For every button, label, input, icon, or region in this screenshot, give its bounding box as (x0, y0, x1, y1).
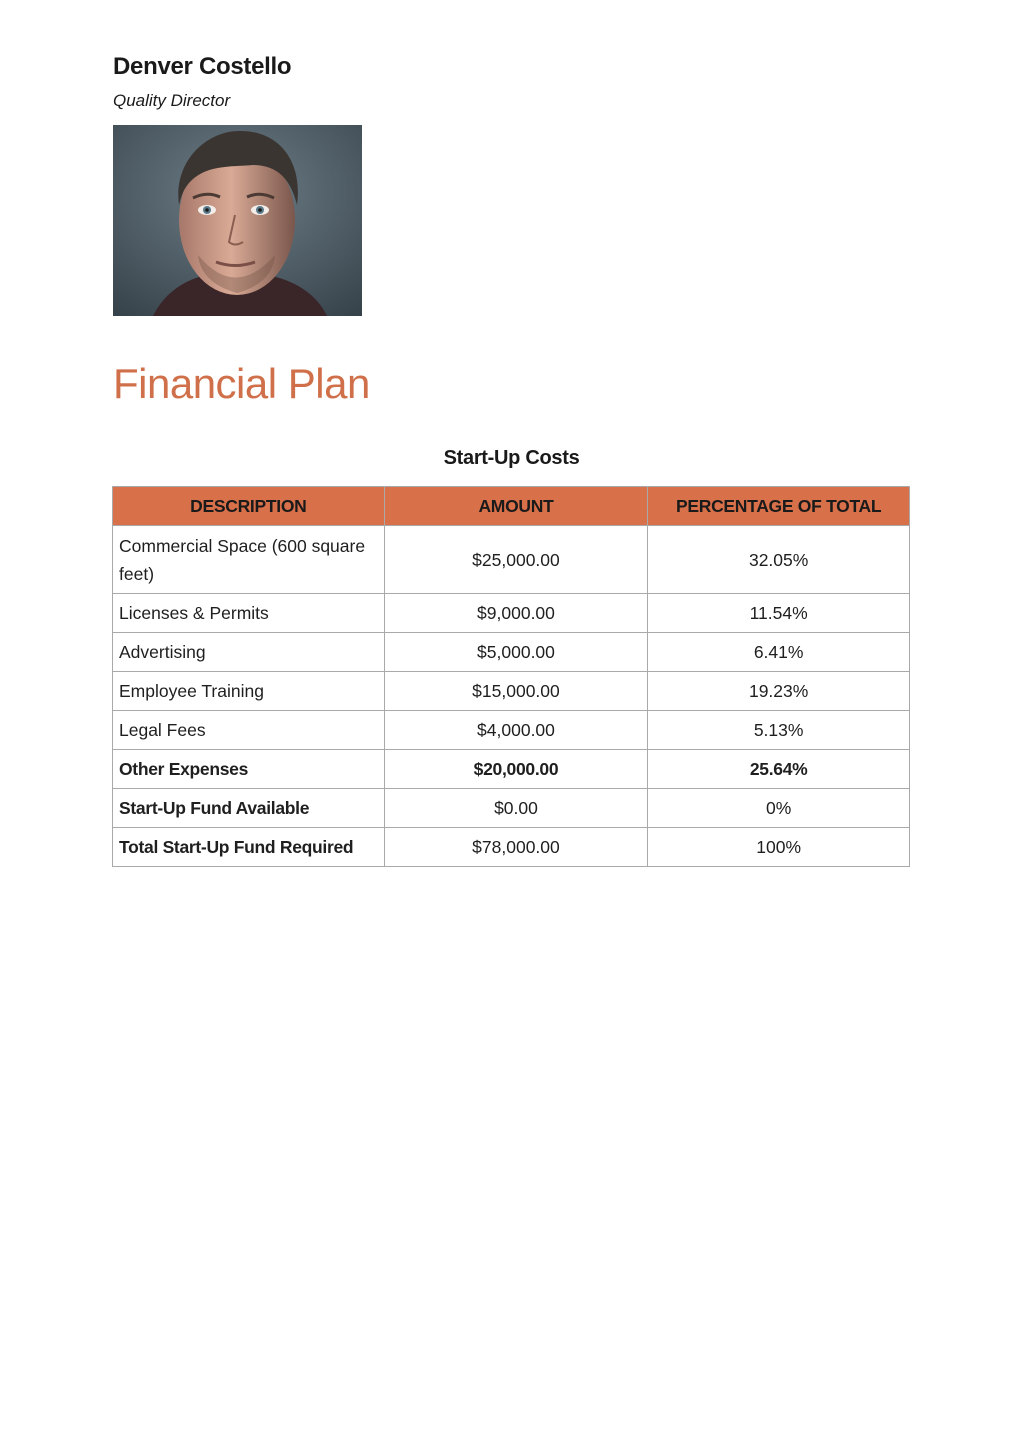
portrait-photo (113, 125, 362, 316)
cell-description: Advertising (113, 633, 385, 672)
cell-description: Commercial Space (600 square feet) (113, 526, 385, 594)
column-header-description: DESCRIPTION (113, 487, 385, 526)
cell-amount: $15,000.00 (384, 672, 648, 711)
cell-description: Employee Training (113, 672, 385, 711)
cell-percentage: 25.64% (648, 750, 910, 789)
column-header-percentage: PERCENTAGE OF TOTAL (648, 487, 910, 526)
cell-percentage: 0% (648, 789, 910, 828)
table-row (113, 672, 910, 711)
cell-amount: $20,000.00 (384, 750, 648, 789)
table-caption: Start-Up Costs (443, 447, 580, 469)
cell-percentage: 6.41% (648, 633, 910, 672)
cell-percentage: 19.23% (648, 672, 910, 711)
person-name: Denver Costello (113, 53, 292, 80)
table-row (113, 711, 910, 750)
cell-amount: $25,000.00 (384, 526, 648, 594)
cell-description: Licenses & Permits (113, 594, 385, 633)
cell-amount: $9,000.00 (384, 594, 648, 633)
cell-description: Legal Fees (113, 711, 385, 750)
table-row (113, 594, 910, 633)
cell-description: Start-Up Fund Available (113, 789, 385, 828)
cell-percentage: 100% (648, 828, 910, 867)
cell-amount: $5,000.00 (384, 633, 648, 672)
table-row (113, 633, 910, 672)
person-role: Quality Director (113, 91, 231, 110)
table-row (113, 526, 910, 594)
cell-amount: $0.00 (384, 789, 648, 828)
cell-description: Total Start-Up Fund Required (113, 828, 385, 867)
cell-amount: $78,000.00 (384, 828, 648, 867)
cell-percentage: 5.13% (648, 711, 910, 750)
portrait-illustration (113, 125, 362, 316)
column-header-amount: AMOUNT (384, 487, 648, 526)
cell-description: Other Expenses (113, 750, 385, 789)
document-title: Financial Plan (113, 360, 370, 407)
table-row (113, 828, 910, 867)
cell-percentage: 32.05% (648, 526, 910, 594)
table-row (113, 789, 910, 828)
cell-percentage: 11.54% (648, 594, 910, 633)
startup-costs-table (112, 486, 910, 867)
table-row (113, 750, 910, 789)
cell-amount: $4,000.00 (384, 711, 648, 750)
table-header-row (113, 487, 910, 526)
